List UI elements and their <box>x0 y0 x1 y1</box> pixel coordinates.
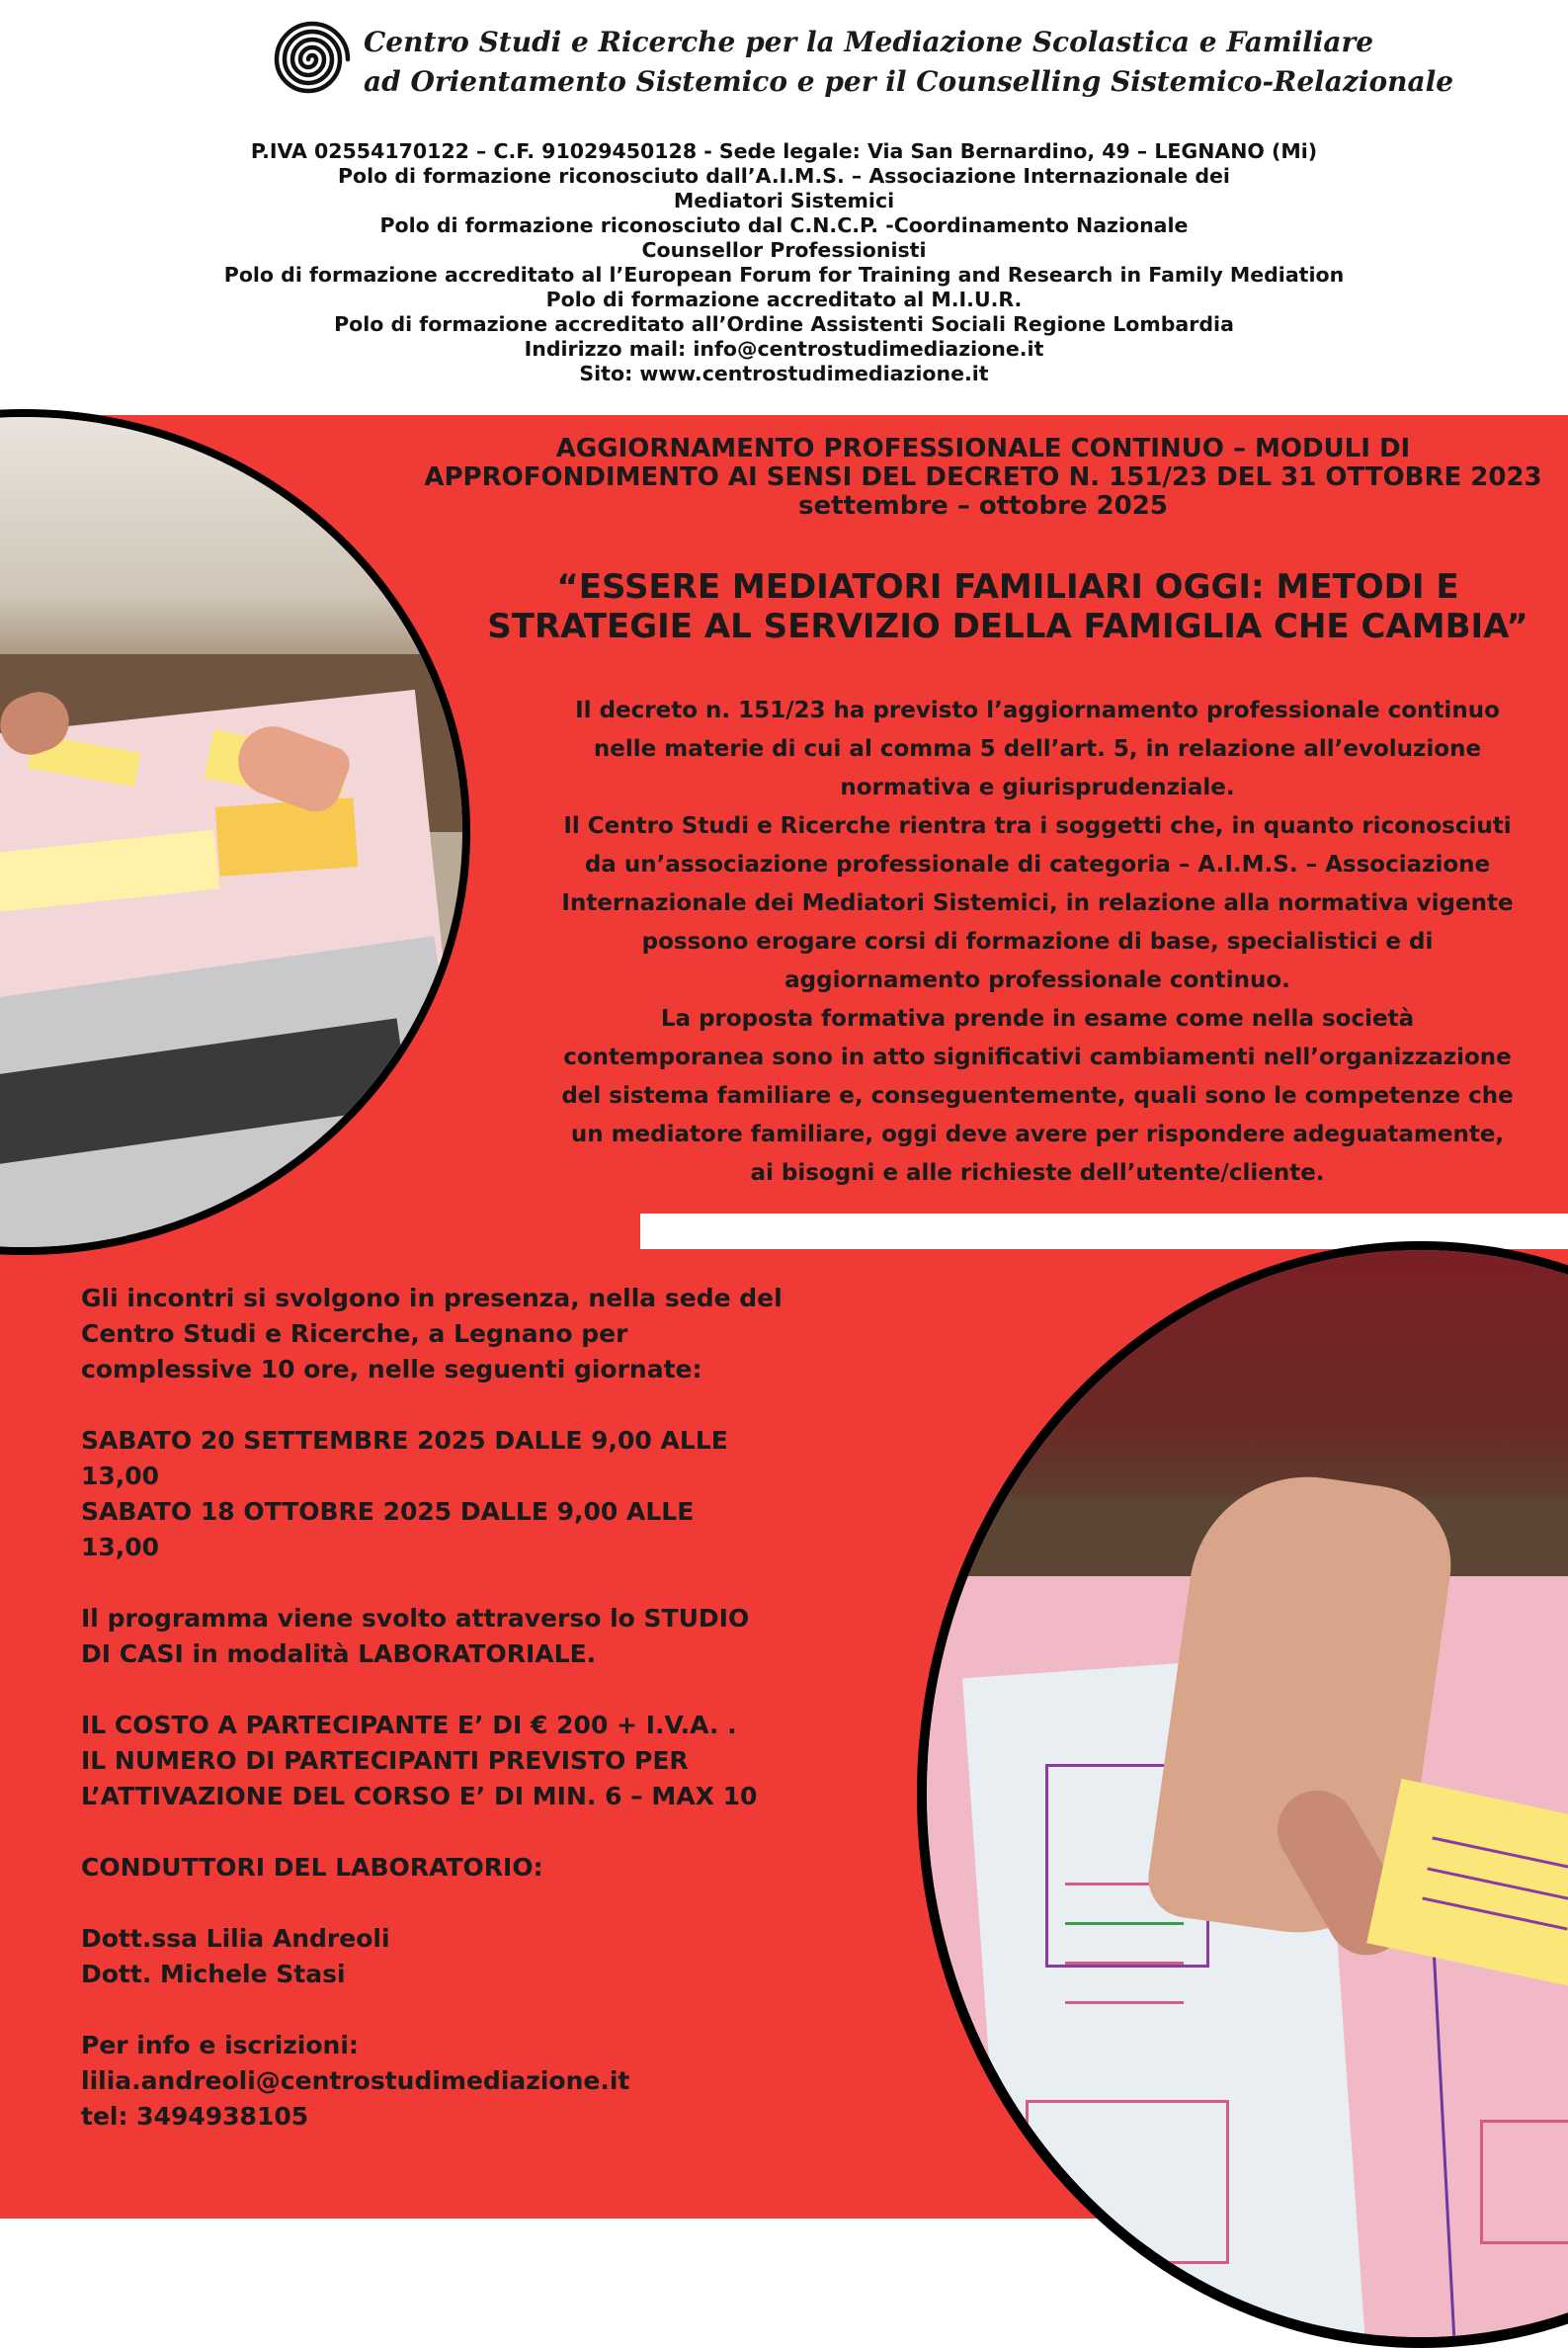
description-line: nelle materie di cui al comma 5 dell’art. 5, in relazione all’evoluzione <box>593 736 1482 762</box>
photo-left-workspace <box>0 417 462 1247</box>
course-title <box>454 567 1561 646</box>
description-line: contemporanea sono in atto significativi cambiamenti nell’organizzazione <box>563 1045 1512 1070</box>
description-line: un mediatore familiare, oggi deve avere per rispondere adeguatamente, <box>570 1122 1505 1147</box>
info-spacer <box>81 1992 871 2028</box>
description-line: Il Centro Studi e Ricerche rientra tra i soggetti che, in quanto riconosciuti <box>563 813 1512 839</box>
spiral-logo-icon <box>259 14 358 105</box>
cost-line: IL COSTO A PARTECIPANTE E’ DI € 200 + I.V.A. . <box>81 1711 737 1739</box>
description-line: da un’associazione professionale di categoria – A.I.M.S. – Associazione <box>584 852 1491 878</box>
org-detail-line: P.IVA 02554170122 – C.F. 91029450128 - Sede legale: Via San Bernardino, 49 – LEGNANO (Mi) <box>250 139 1318 163</box>
org-details <box>79 139 1489 386</box>
info-line: DI CASI in modalità LABORATORIALE. <box>81 1639 597 1668</box>
org-detail-line: Polo di formazione accreditato al M.I.U.R. <box>545 288 1023 311</box>
description-line: Il decreto n. 151/23 ha previsto l’aggiornamento professionale continuo <box>575 698 1500 723</box>
course-heading <box>405 435 1561 521</box>
info-spacer <box>81 1814 871 1850</box>
session-date-line: 13,00 <box>81 1462 160 1490</box>
course-dates-line: settembre – ottobre 2025 <box>798 491 1168 521</box>
org-name-line-1: Centro Studi e Ricerche per la Mediazione Scolastica e Familiare <box>364 26 1374 58</box>
description-line: possono erogare corsi di formazione di base, specialistici e di <box>641 929 1434 955</box>
course-heading-line: APPROFONDIMENTO AI SENSI DEL DECRETO N. 151/23 DEL 31 OTTOBRE 2023 <box>424 462 1542 492</box>
org-detail-line: Polo di formazione accreditato al l’European Forum for Training and Research in Family Mediation <box>223 263 1345 287</box>
description-line: La proposta formativa prende in esame come nella società <box>660 1006 1415 1032</box>
photo-right-sticky-note <box>927 1250 1568 2337</box>
info-spacer <box>81 1387 871 1423</box>
participants-line: L’ATTIVAZIONE DEL CORSO E’ DI MIN. 6 – MAX 10 <box>81 1782 758 1810</box>
org-email-line: Indirizzo mail: info@centrostudimediazione.it <box>524 337 1044 361</box>
org-detail-line: Polo di formazione accreditato all’Ordine Assistenti Sociali Regione Lombardia <box>334 312 1234 336</box>
org-detail-line: Counsellor Professionisti <box>641 238 927 262</box>
org-detail-line: Mediatori Sistemici <box>673 189 895 212</box>
org-detail-line: Polo di formazione riconosciuto dal C.N.C.P. -Coordinamento Nazionale <box>379 213 1189 237</box>
info-line: complessive 10 ore, nelle seguenti giornate: <box>81 1355 702 1384</box>
conductor-name: Dott.ssa Lilia Andreoli <box>81 1924 390 1953</box>
info-line: Il programma viene svolto attraverso lo STUDIO <box>81 1604 750 1633</box>
course-title-line: STRATEGIE AL SERVIZIO DELLA FAMIGLIA CHE CAMBIA” <box>487 607 1528 646</box>
info-line: Gli incontri si svolgono in presenza, nella sede del <box>81 1284 783 1312</box>
course-title-line: “ESSERE MEDIATORI FAMILIARI OGGI: METODI E <box>556 567 1459 607</box>
session-date-line: SABATO 20 SETTEMBRE 2025 DALLE 9,00 ALLE <box>81 1426 728 1455</box>
course-heading-line: AGGIORNAMENTO PROFESSIONALE CONTINUO – MODULI DI <box>555 434 1411 463</box>
info-spacer <box>81 1886 871 1921</box>
info-spacer <box>81 1565 871 1601</box>
info-spacer <box>81 1672 871 1708</box>
info-line: Centro Studi e Ricerche, a Legnano per <box>81 1319 628 1348</box>
org-website-line: Sito: www.centrostudimediazione.it <box>579 362 989 385</box>
description-line: Internazionale dei Mediatori Sistemici, in relazione alla normativa vigente <box>561 890 1514 916</box>
session-date-line: 13,00 <box>81 1533 160 1561</box>
description-line: aggiornamento professionale continuo. <box>784 967 1290 993</box>
contact-email: lilia.andreoli@centrostudimediazione.it <box>81 2066 630 2095</box>
contact-phone: tel: 3494938105 <box>81 2102 309 2131</box>
contact-heading: Per info e iscrizioni: <box>81 2031 359 2059</box>
conductors-heading: CONDUTTORI DEL LABORATORIO: <box>81 1853 543 1882</box>
description-line: normativa e giurisprudenziale. <box>840 775 1235 800</box>
description-line: ai bisogni e alle richieste dell’utente/cliente. <box>750 1160 1325 1186</box>
conductor-name: Dott. Michele Stasi <box>81 1960 346 1988</box>
course-description <box>514 692 1561 1193</box>
description-line: del sistema familiare e, conseguentemente, quali sono le competenze che <box>561 1083 1514 1109</box>
org-name-line-2: ad Orientamento Sistemico e per il Counselling Sistemico-Relazionale <box>364 65 1454 98</box>
participants-line: IL NUMERO DI PARTECIPANTI PREVISTO PER <box>81 1746 689 1775</box>
org-detail-line: Polo di formazione riconosciuto dall’A.I.M.S. – Associazione Internazionale dei <box>338 164 1230 188</box>
course-info <box>81 1281 871 2135</box>
session-date-line: SABATO 18 OTTOBRE 2025 DALLE 9,00 ALLE <box>81 1497 695 1526</box>
